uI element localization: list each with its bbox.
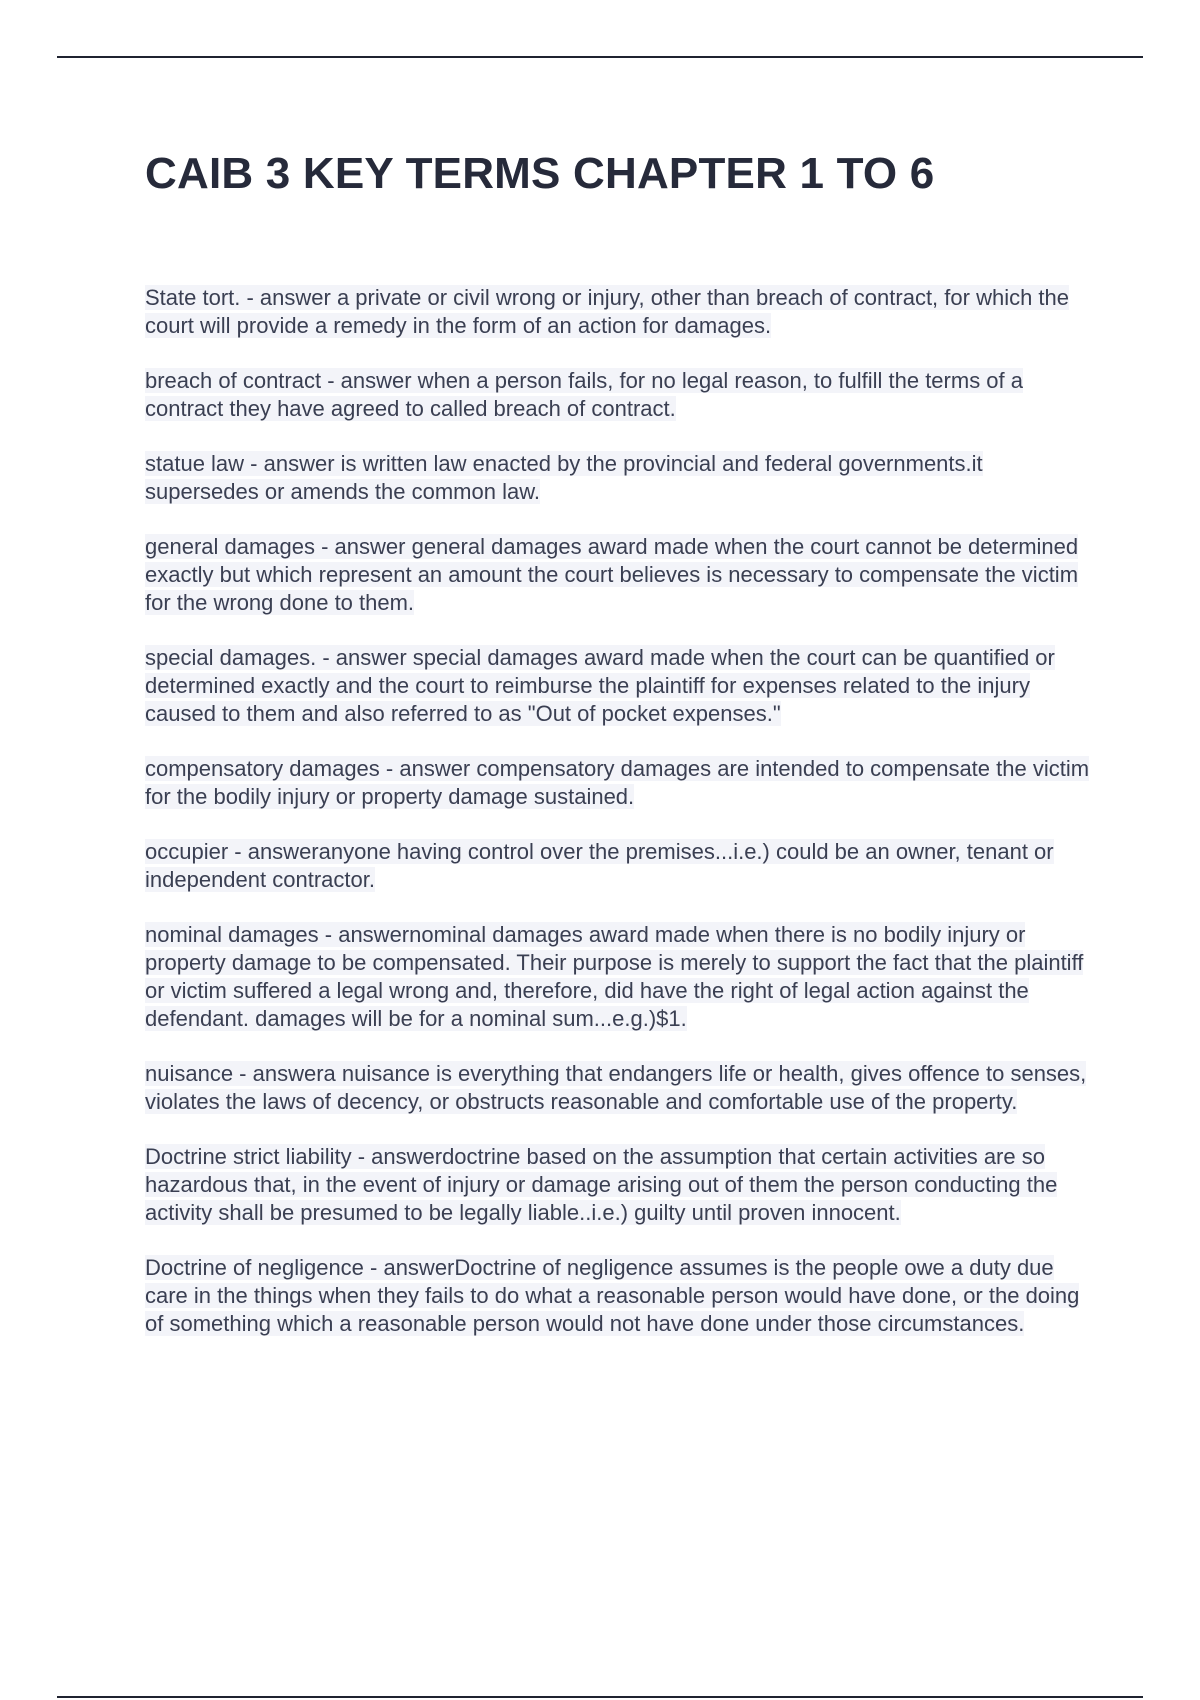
term-text: compensatory damages - answer compensatory damages are intended to compensate the victim for the bodily injury or property damage sustained. <box>145 756 1090 809</box>
document-title: CAIB 3 KEY TERMS CHAPTER 1 TO 6 <box>145 149 935 198</box>
term-nuisance <box>145 1060 1095 1116</box>
term-general-damages <box>145 533 1095 617</box>
term-doctrine-strict-liability <box>145 1143 1095 1227</box>
top-divider <box>57 56 1143 58</box>
term-occupier <box>145 838 1095 894</box>
term-breach-of-contract <box>145 367 1095 423</box>
term-compensatory-damages <box>145 755 1095 811</box>
term-text: Doctrine of negligence - answerDoctrine of negligence assumes is the people owe a duty due care in the things when they fails to do what a reasonable person would have done, or the doing of something which a reasonable person would not have done under those circumstances. <box>145 1255 1080 1336</box>
term-doctrine-of-negligence <box>145 1254 1095 1338</box>
bottom-divider <box>57 1696 1143 1698</box>
term-statue-law <box>145 450 1095 506</box>
term-text: special damages. - answer special damages award made when the court can be quantified or determined exactly and the court to reimburse the plaintiff for expenses related to the injury caused to them and also referred to as "Out of pocket expenses." <box>145 645 1055 726</box>
term-text: Doctrine strict liability - answerdoctrine based on the assumption that certain activities are so hazardous that, in the event of injury or damage arising out of them the person conducting the activity shall be presumed to be legally liable..i.e.) guilty until proven innocent. <box>145 1144 1058 1225</box>
term-text: nominal damages - answernominal damages award made when there is no bodily injury or property damage to be compensated. Their purpose is merely to support the fact that the plaintiff or victim suffered a legal wrong and, therefore, did have the right of legal action against the defendant. damages will be for a nominal sum...e.g.)$1. <box>145 922 1084 1031</box>
term-text: nuisance - answera nuisance is everything that endangers life or health, gives offence to senses, violates the laws of decency, or obstructs reasonable and comfortable use of the property. <box>145 1061 1087 1114</box>
term-text: occupier - answeranyone having control over the premises...i.e.) could be an owner, tenant or independent contractor. <box>145 839 1054 892</box>
term-text: general damages - answer general damages award made when the court cannot be determined exactly but which represent an amount the court believes is necessary to compensate the victim for the wrong done to them. <box>145 534 1079 615</box>
term-state-tort <box>145 284 1095 340</box>
term-nominal-damages <box>145 921 1095 1033</box>
term-special-damages <box>145 644 1095 728</box>
term-text: State tort. - answer a private or civil wrong or injury, other than breach of contract, for which the court will provide a remedy in the form of an action for damages. <box>145 285 1070 338</box>
term-text: statue law - answer is written law enacted by the provincial and federal governments.it supersedes or amends the common law. <box>145 451 983 504</box>
term-text: breach of contract - answer when a person fails, for no legal reason, to fulfill the terms of a contract they have agreed to called breach of contract. <box>145 368 1024 421</box>
key-terms-list <box>145 284 1095 1365</box>
